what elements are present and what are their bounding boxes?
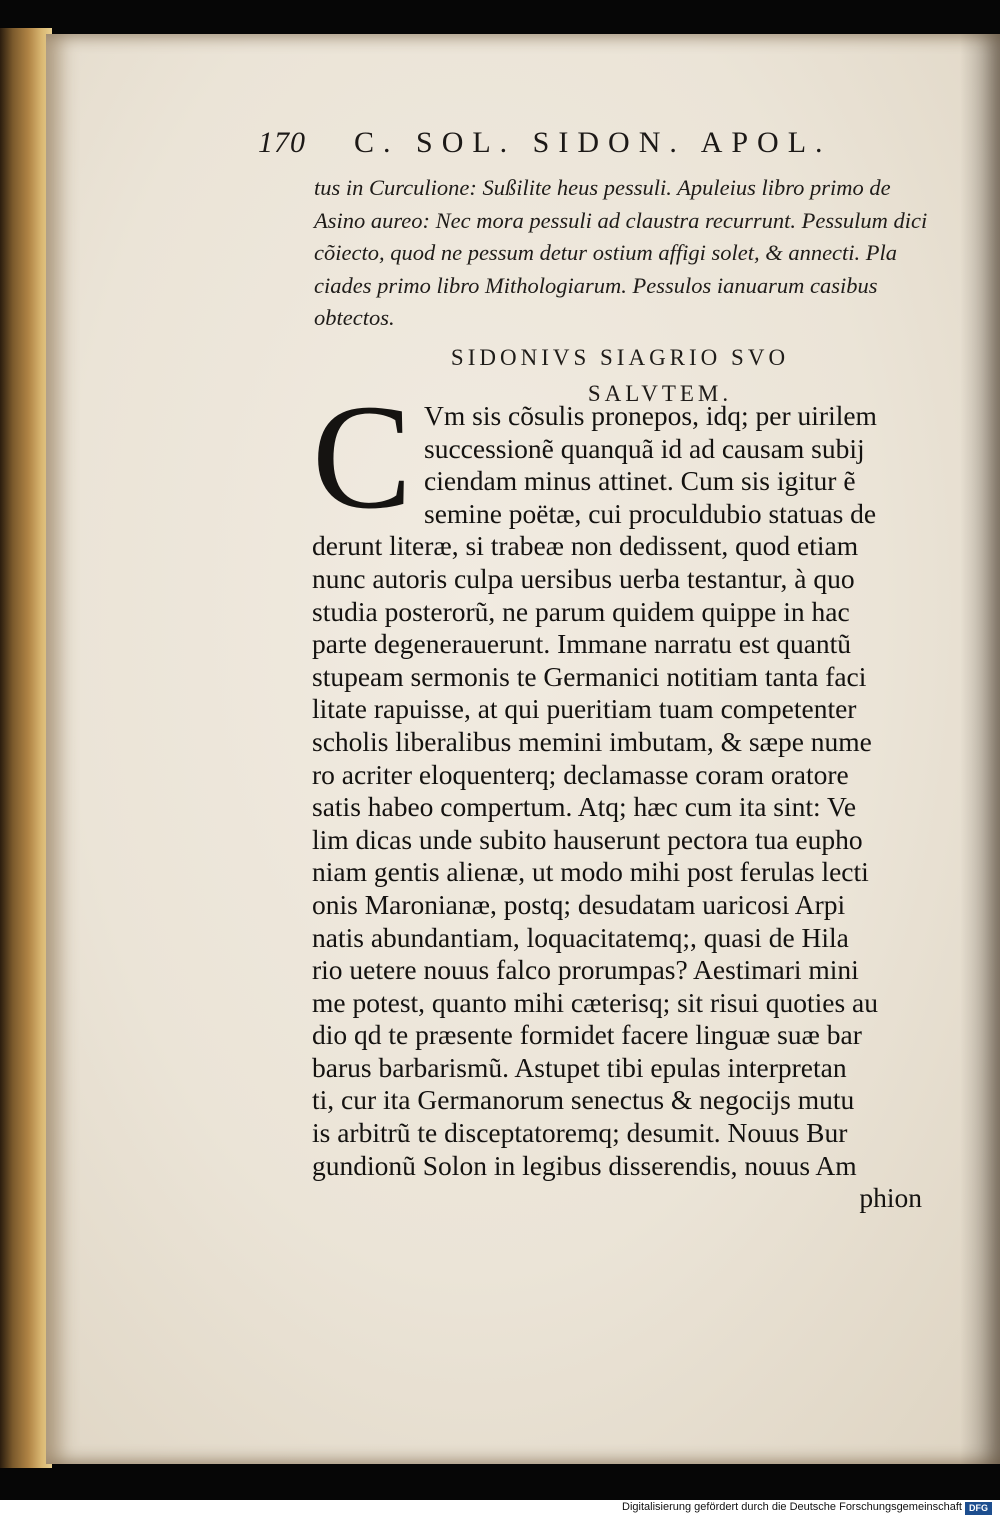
body-line: satis habeo compertum. Atq; hæc cum ita sint: Ve — [312, 791, 857, 823]
body-line: barus barbarismũ. Astupet tibi epulas interpretan — [312, 1051, 847, 1083]
body-line: nunc autoris culpa uersibus uerba testantur, à quo — [312, 562, 855, 594]
body-line: me potest, quanto mihi cæterisq; sit risui quoties au — [312, 986, 878, 1018]
body-line: litate rapuisse, at qui pueritiam tuam competenter — [312, 693, 857, 725]
body-line: ciendam minus attinet. Cum sis igitur ẽ — [424, 465, 856, 497]
drop-capital: C — [312, 374, 413, 540]
body-line: successionẽ quanquã id ad causam subij — [424, 432, 865, 464]
body-line: parte degenerauerunt. Immane narratu est quantũ — [312, 628, 852, 660]
running-head — [258, 126, 832, 160]
body-line: gundionũ Solon in legibus disserendis, nouus Am — [312, 1149, 857, 1181]
body-line: ro acriter eloquenterq; declamasse coram oratore — [312, 758, 849, 790]
heading-line-1: SIDONIVS SIAGRIO SVO — [450, 345, 790, 370]
body-line-catchword: phion — [859, 1182, 922, 1214]
body-line: ti, cur ita Germanorum senectus & negocijs mutu — [312, 1084, 855, 1116]
page-number: 170 — [258, 126, 306, 159]
body-line: semine poëtæ, cui proculdubio statuas de — [424, 497, 877, 529]
body-line: scholis liberalibus memini imbutam, & sæpe nume — [312, 725, 872, 757]
body-line: natis abundantiam, loquacitatemq;, quasi de Hila — [312, 921, 849, 953]
body-line: niam gentis alienæ, ut modo mihi post ferulas lecti — [312, 856, 869, 888]
funding-credit: Digitalisierung gefördert durch die Deutsche Forschungsgemeinschaft — [622, 1501, 962, 1513]
body-line: stupeam sermonis te Germanici notitiam tanta faci — [312, 660, 867, 692]
note-line: ciades primo libro Mithologiarum. Pessulos ianuarum casibus — [314, 272, 878, 298]
body-line: rio uetere nouus falco prorumpas? Aestimari mini — [312, 954, 859, 986]
heading-line-2: SALVTEM. — [587, 381, 733, 406]
note-line: tus in Curculione: Sußilite heus pessuli. Apuleius libro primo de — [314, 175, 891, 200]
note-line: Asino aureo: Nec mora pessuli ad claustra recurrunt. Pessulum dici — [314, 207, 928, 233]
body-line: Vm sis cõsulis pronepos, idq; per uirilem — [424, 400, 877, 431]
body-line: is arbitrũ te disceptatoremq; desumit. Nouus Bur — [312, 1117, 848, 1149]
letter-body — [312, 400, 952, 1215]
body-line: dio qd te præsente formidet facere linguæ suæ bar — [312, 1019, 862, 1051]
book-edge — [0, 28, 52, 1468]
body-line: derunt literæ, si trabeæ non dedissent, quod etiam — [312, 530, 859, 562]
note-line: obtectos. — [314, 305, 395, 330]
body-line: onis Maronianæ, postq; desudatam uaricosi Arpi — [312, 888, 846, 920]
body-line: lim dicas unde subito hauserunt pectora tua eupho — [312, 823, 863, 855]
body-line: studia posterorũ, ne parum quidem quippe in hac — [312, 595, 850, 627]
note-line: cõiecto, quod ne pessum detur ostium affigi solet, & annecti. Pla — [314, 240, 898, 265]
running-title: C. SOL. SIDON. APOL. — [354, 126, 832, 159]
commentary-note — [314, 172, 946, 335]
gutter-shadow — [960, 34, 1000, 1464]
dfg-logo-icon: DFG — [965, 1502, 992, 1515]
